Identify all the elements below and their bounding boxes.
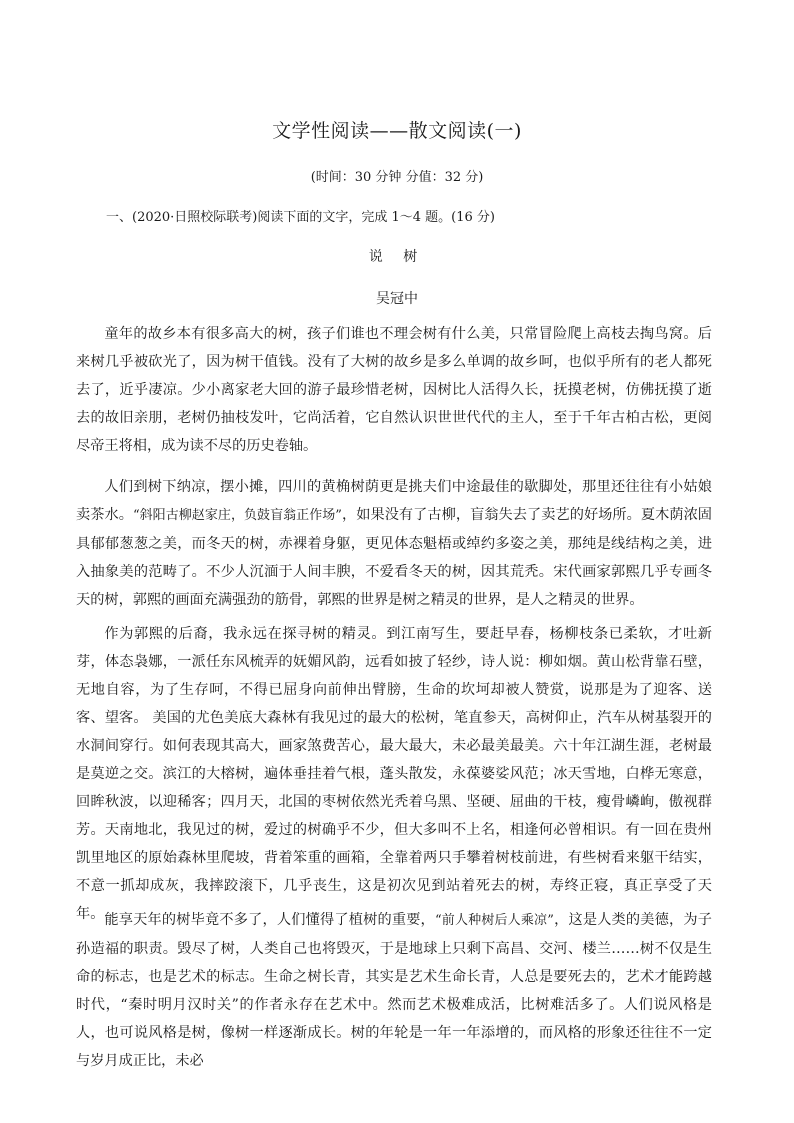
paragraph-4-quote: “前人种树后人乘凉” bbox=[434, 913, 554, 928]
essay-author: 吴冠中 bbox=[376, 291, 418, 307]
question-instruction: 一、(2020·日照校际联考)阅读下面的文字，完成 1～4 题。(16 分) bbox=[106, 210, 495, 225]
paragraph-3: 作为郭熙的后裔，我永远在探寻树的精灵。到江南写生，要赶早春，杨柳枝条已柔软，才吐新芽，体态袅娜，一派任东风梳弄的妩媚风韵，远看如披了轻纱，诗人说：柳如烟。黄山松背靠石壁，无地自容，为了生存呵，不得已屈身向前伸出臂膀，生命的坎坷却被人赞赏，说那是为了迎客、送客、望客。 美国的尤色美底大森林有我见过的最大的松树，笔直参天，高树仰止，汽车从树基裂开的水洞间穿行。如何表现其高大，画家煞费苦心，最大最大，未必最美最美。六十年江湖生涯，老树最是莫逆之交。滨江的大榕树，遍体垂挂着气根，蓬头散发，永葆婆娑风范；冰天雪地，白桦无寒意，回眸秋波，以迎稀客；四月天，北国的枣树依然光秃着乌黑、坚硬、屈曲的干枝，瘦骨嶙峋，傲视群芳。天南地北，我见过的树，爱过的树确乎不少，但大多叫不上名，相逢何必曾相识。有一回在贵州凯里地区的原始森林里爬坡，背着笨重的画箱，全靠着两只手攀着树枝前进，有些树看来躯干结实，不意一抓却成灰，我摔跤滚下，几乎丧生，这是初次见到站着死去的树，寿终正寝，真正享受了天年。 bbox=[76, 626, 712, 922]
essay-title: 说 树 bbox=[368, 249, 426, 265]
paragraph-2-text-b: ，如果没有了古柳，盲翁失去了卖艺的好场所。夏木荫浓固具郁郁葱葱之美，而冬天的树，赤裸着身躯，更见体态魁梧或绰约多姿之美，那纯是线结构之美，进入抽象美的范畴了。不少人沉湎于人间丰腴，不爱看冬天的树，因其荒秃。宋代画家郭熙几乎专画冬天的树，郭熙的画面充满强劲的筋骨，郭熙的世界是树之精灵的世界，是人之精灵的世界。 bbox=[76, 507, 712, 608]
paragraph-2-quote: “斜阳古柳赵家庄，负鼓盲翁正作场” bbox=[132, 508, 342, 523]
paragraph-2 bbox=[76, 473, 712, 614]
paragraph-4 bbox=[76, 906, 712, 1075]
paragraph-4-text-a: 能享天年的树毕竟不多了，人们懂得了植树的重要， bbox=[104, 912, 435, 928]
paragraph-1: 童年的故乡本有很多高大的树，孩子们谁也不理会树有什么美，只常冒险爬上高枝去掏鸟窝。后来树几乎被砍光了，因为树干值钱。没有了大树的故乡是多么单调的故乡呵，也似乎所有的老人都死去了，近乎凄凉。少小离家老大回的游子最珍惜老树，因树比人活得久长，抚摸老树，仿佛抚摸了逝去的故旧亲朋，老树仍抽枝发叶，它尚活着，它自然认识世世代代的主人，至于千年古柏古松，更阅尽帝王将相，成为读不尽的历史卷轴。 bbox=[76, 326, 712, 454]
document-title: 文学性阅读——散文阅读(一) bbox=[272, 120, 522, 142]
paragraph-2-text-a: 人们到树下纳凉，摆小摊，四川的黄桷树荫更是挑夫们中途最佳的歇脚处，那里还往往有小姑娘卖茶水。 bbox=[76, 479, 712, 523]
exam-time-score: (时间：30 分钟 分值：32 分) bbox=[310, 170, 484, 185]
paragraph-4-text-b: ，这是人类的美德，为子孙造福的职责。毁尽了树，人类自己也将毁灭，于是地球上只剩下高昌、交河、楼兰……树不仅是生命的标志，也是艺术的标志。生命之树长青，其实是艺术生命长青，人总是要死去的，艺术才能跨越时代，“秦时明月汉时关”的作者永存在艺术中。然而艺术极难成活，比树难活多了。人们说风格是人，也可说风格是树，像树一样逐渐成长。树的年轮是一年一年添增的，而风格的形象还往往不一定与岁月成正比，未必 bbox=[76, 912, 712, 1069]
